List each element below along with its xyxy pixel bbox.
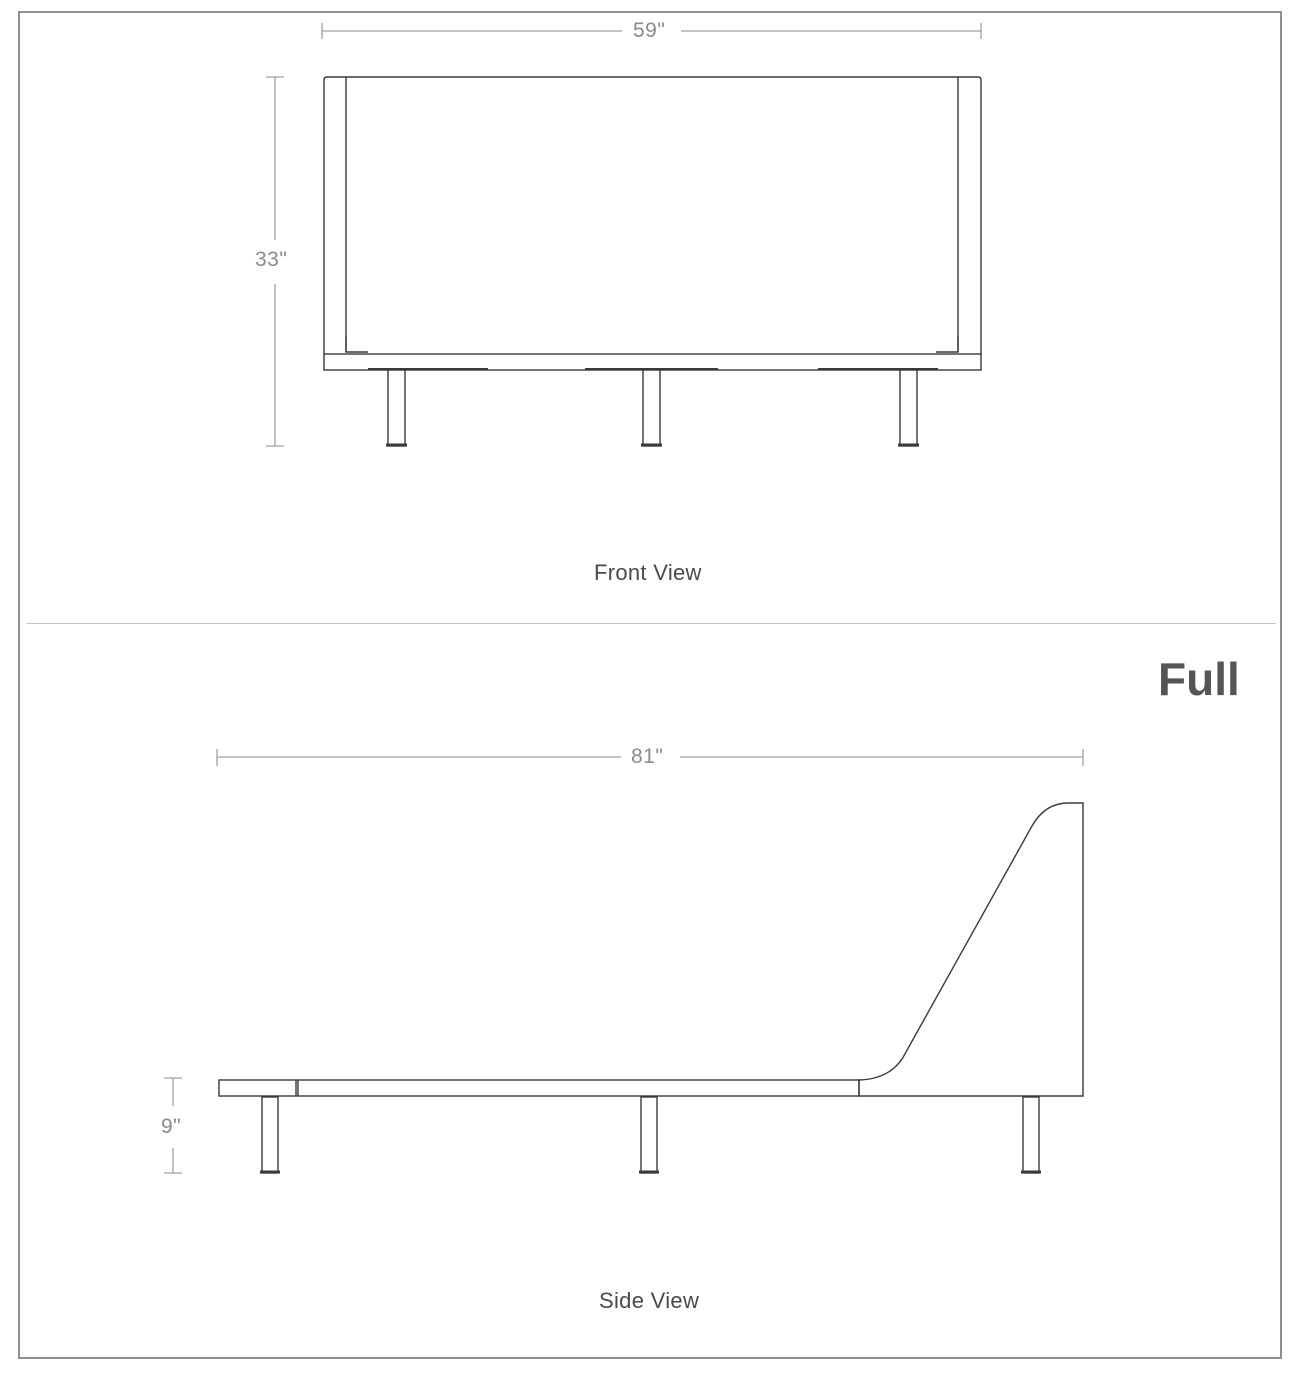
side-headboard [859, 803, 1083, 1096]
front-height-label: 33" [255, 248, 288, 271]
front-rail [324, 354, 981, 370]
side-view-label: Side View [599, 1288, 700, 1313]
side-height-label: 9" [161, 1115, 182, 1138]
side-rail [219, 1080, 859, 1096]
front-headboard [324, 77, 981, 355]
view-divider [27, 623, 1276, 624]
front-legs [386, 370, 919, 446]
front-width-label: 59" [633, 19, 666, 42]
side-legs [260, 1097, 1041, 1173]
front-view-label: Front View [594, 560, 702, 585]
size-label: Full [1158, 653, 1240, 705]
side-length-label: 81" [631, 745, 664, 768]
